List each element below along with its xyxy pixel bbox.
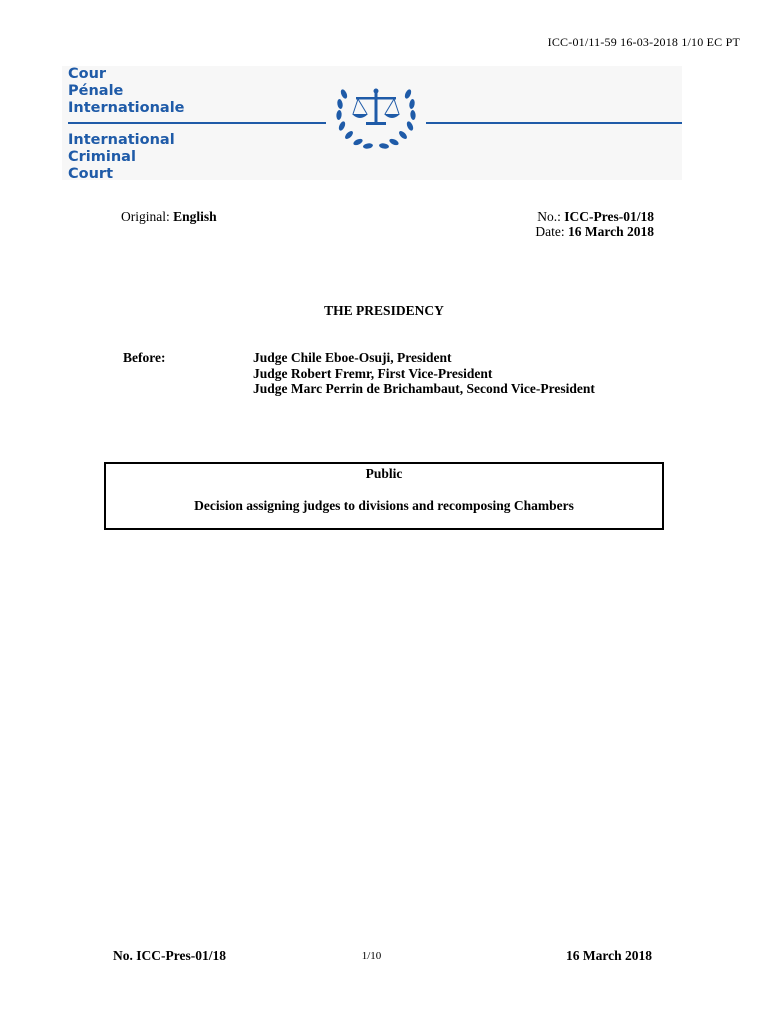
classification-box [104, 462, 664, 530]
footer-page-number: 1/10 [361, 950, 382, 962]
logo-english-name [68, 132, 175, 182]
logo-line: Pénale [68, 82, 124, 99]
logo-rule-right [426, 122, 682, 124]
original-language [121, 209, 217, 225]
original-label: Original: [121, 209, 170, 224]
classification-label: Public [365, 466, 403, 481]
judge-entry: Judge Marc Perrin de Brichambaut, Second Vice-President [253, 381, 595, 396]
logo-line: International [68, 132, 175, 148]
footer-date: 16 March 2018 [566, 948, 652, 963]
date-label: Date: [535, 224, 565, 239]
footer-case-number: No. ICC-Pres-01/18 [113, 948, 226, 963]
original-value: English [173, 209, 217, 224]
document-stamp: ICC-01/11-59 16-03-2018 1/10 EC PT [547, 35, 740, 49]
logo-line: Criminal [68, 148, 136, 165]
date-value: 16 March 2018 [568, 224, 654, 239]
logo-line: Court [68, 165, 114, 182]
logo-rule-left [68, 122, 326, 124]
before-label: Before: [123, 350, 166, 365]
judge-entry: Judge Chile Eboe-Osuji, President [253, 350, 452, 365]
case-number-value: ICC-Pres-01/18 [564, 209, 654, 224]
logo-french-name [68, 66, 185, 116]
scales-of-justice-icon [330, 80, 422, 152]
logo-line: Cour [68, 66, 107, 82]
logo-line: Internationale [68, 99, 185, 116]
judge-entry: Judge Robert Fremr, First Vice-President [253, 365, 493, 381]
judges-list [253, 350, 595, 397]
case-number [537, 209, 654, 225]
presidency-heading: THE PRESIDENCY [324, 303, 444, 318]
document-date [535, 224, 654, 240]
case-number-label: No.: [537, 209, 561, 224]
decision-title: Decision assigning judges to divisions and recomposing Chambers [194, 498, 574, 513]
